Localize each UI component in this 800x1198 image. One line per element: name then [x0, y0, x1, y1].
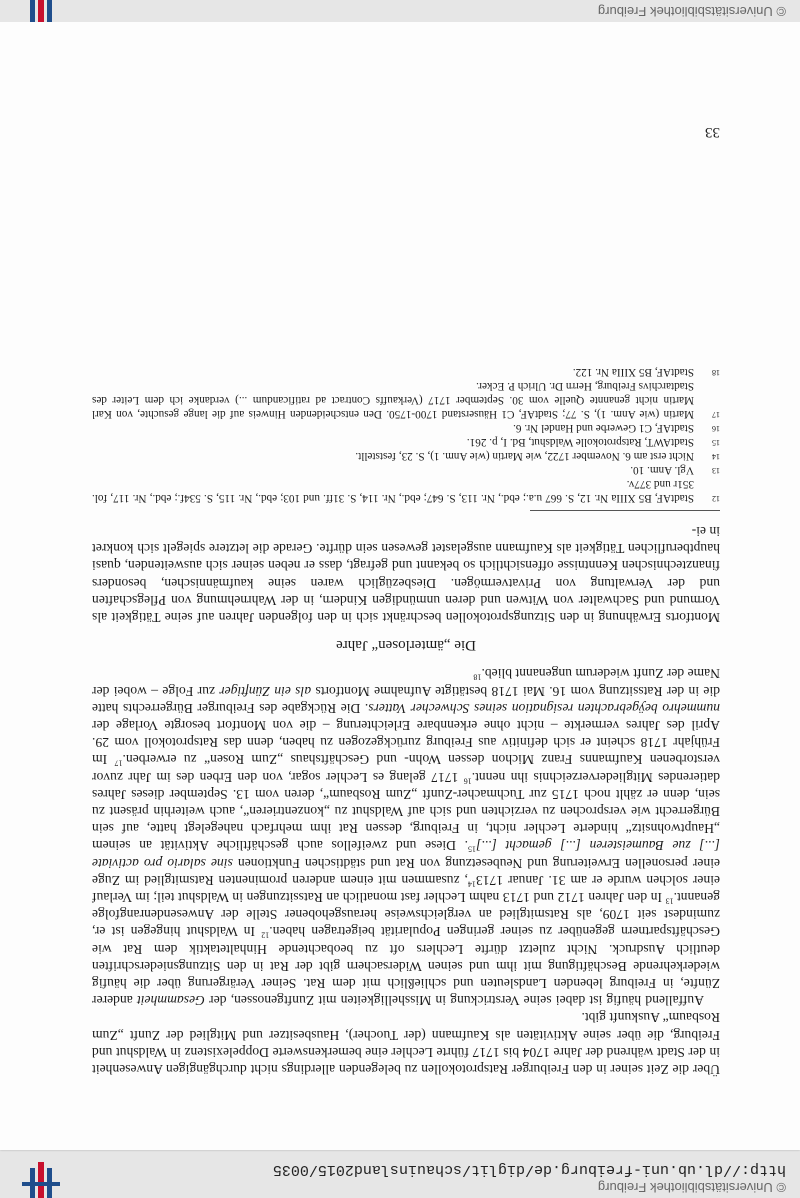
- paragraph-3: Montforts Erwähnung in den Sitzungsprotokollen beschränkt sich in den folgenden Jahren auf seine Tätigkeit als Vormund und Sachwalter von Witwen und deren unmündigen Kindern, in der Wahrnehmung von Pflegschaften und der Verwaltung von Privatvermögen. Diesbezüglich waren seine kaufmännischen, besonders finanztechnischen Kenntnisse offensichtlich so bekannt und gefragt, dass er neben seiner sich ausweitenden, quasi hauptberuflichen Tätigkeit als Kaufmann ausgelastet gewesen sein dürfte. Gerade die letztere spiegelt sich konkret in ei-: [92, 523, 720, 625]
- viewer-footer-bar: [0, 0, 800, 22]
- footnote-ref: 17: [114, 758, 123, 768]
- copyright-note: © Universitätsbibliothek Freiburg: [597, 1180, 786, 1195]
- footnote: 12 StadtAF, B5 XIIIa Nr. 12, S. 667 u.a.; ebd., Nr. 113, S. 647; ebd., Nr. 114, S. 31ff. und 103; ebd., Nr. 115, S. 534f.; ebd., Nr. 117, fol. 351r und 377v.: [92, 477, 720, 504]
- paragraph-2: Auffallend häufig ist dabei seine Verstrickung in Misshelligkeiten mit Zunftgenossen, der Gesammheit anderer Zünfte, in Freiburg lebenden Landsleuten und schließlich mit dem Rat. Seiner Verärgerung über die häufig wiederkehrende Beschäftigung mit ihm und seinen Widersachern gibt der Rat in den Sitzungsniederschriften deutlich Ausdruck. Nicht zuletzt dürfte Lechlers oft zu beobachtende Hinhaltetaktik dem Rat wie Geschäftspartnern gegenüber zu seiner geringen Popularität beigetragen haben.$^{12}$ In Waldshut hingegen ist er, zumindest seit 1709, als Ratsmitglied an vergleichsweise herausgehobener Stelle der Anwesendenrangfolge genannt.$^{13}$ In den Jahren 1712 und 1713 nahm Lechler fast monatlich an Ratssitzungen in Waldshut teil; im Verlauf einer solchen wurde er am 31. Januar 1713$^{14}$, zusammen mit einem anderen prominenten Ratsmitglied im Zuge einer personellen Erweiterung und Neubesetzung von Rat und städtischen Funktionen sine salario pro activiate [...] zue Baumeisteren [...] gemacht [...]$^{15}$. Diese und zweifellos auch geschäftliche Aktivität an seinem „Hauptwohnsitz“ hinderte Lechler nicht, in Freiburg, dessen Rat ihm mehrfach nahegelegt hatte, auf sein Bürgerrecht wie versprochen zu verzichten und sich auf Waldshut zu „konzentrieren“, auch weiterhin präsent zu sein, denn er zählt noch 1715 zur Tuchmacher-Zunft „Zum Rosbaum“, deren vom 13. September dieses Jahres datierendes Mitgliederverzeichnis ihn nennt.$^{16}$ 1717 gelang es Lechler sogar, von den Erben des im Jahr zuvor verstorbenen Kaufmanns Franz Michon dessen Wohn- und Geschäftshaus „Zum Rosen“ zu erwerben.$^{17}$ Im Frühjahr 1718 scheint er sich definitiv aus Freiburg zurückgezogen zu haben, denn das Ratsprotokoll vom 29. April des Jahres vermerkte – nicht ohne erkennbare Erleichterung – die von Montfort besorgte Vorlage der nummehro beÿgebrachten resignation seines Schwecher Vatters. Die Rückgabe des Freiburger Bürgerrechts hatte die in der Ratssitzung vom 16. Mai 1718 bestätigte Aufnahme Montforts als ein Zünftiger zur Folge – wobei der Name der Zunft wiederum ungenannt blieb.$^{18}$: [91, 666, 720, 1009]
- footnote: 15 StadtAWT, Ratsprotokolle Waldshut, Bd. I, p. 261.: [466, 435, 720, 448]
- footnote-ref: 12: [261, 930, 270, 940]
- footnote: 13 Vgl. Anm. 10.: [630, 463, 720, 476]
- viewer-header-bar: [0, 1150, 800, 1198]
- footnote-list: [92, 365, 720, 505]
- footnote: 14 Nicht erst am 6. November 1722, wie Martin (wie Anm. 1), S. 23, feststellt.: [355, 449, 720, 462]
- copyright-note-bottom: © Universitätsbibliothek Freiburg: [597, 4, 786, 19]
- footnote: 18 StadtAF, B5 XIIIa Nr. 122.: [572, 365, 720, 378]
- permalink-url[interactable]: http://dl.ub.uni-freiburg.de/diglit/schauinsland2015/0035: [272, 1161, 786, 1178]
- library-logo-bottom-icon: [20, 0, 60, 22]
- paragraph-1: Über die Zeit seiner in den Freiburger Ratsprotokollen zu belegenden allerdings nicht durchgängigen Anwesenheit in der Stadt während der Jahre 1704 bis 1717 führte Lechler eine bemerkenswerte Doppelexistenz in Waldshut und Freiburg, die über seine Aktivitäten als Kaufmann (der Tuocher), Hausbesitzer und Mitglied der Zunft „Zum Rosbaum“ Auskunft gibt.: [92, 1010, 720, 1077]
- page-number: 33: [705, 124, 720, 140]
- footnote-ref: 13: [665, 896, 674, 906]
- footnote-rule: [530, 505, 720, 511]
- footnote-ref: 15: [468, 844, 477, 854]
- footnote-ref: 16: [463, 776, 472, 786]
- page-body: [92, 365, 720, 1078]
- footnote: 16 StadtAF, C1 Gewerbe und Handel Nr. 6.: [513, 421, 720, 434]
- footnote: 17 Martin (wie Anm. 1), S. 77; StadtAF, C1 Häuserstand 1700-1750. Den entscheidenden Hinweis auf die lange gesuchte, von Karl Martin nicht genannte Quelle vom 30. September 1717 (Verkauffs Contract ad ratificandum ...) verdanke ich dem Leiter des Stadtarchivs Freiburg, Herrn Dr. Ulrich P. Ecker.: [92, 379, 720, 420]
- footnote-ref: 18: [473, 672, 482, 682]
- footnote-ref: 14: [467, 879, 476, 889]
- section-heading: Die „ämterlosen“ Jahre: [336, 637, 476, 654]
- library-logo-icon: [20, 1150, 60, 1198]
